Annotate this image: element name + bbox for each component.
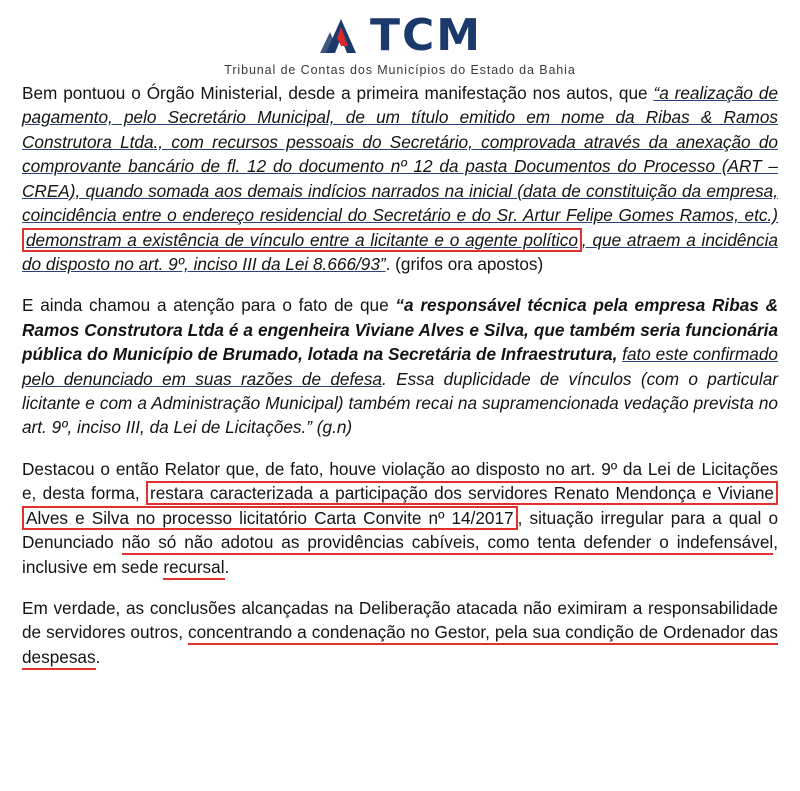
paragraph-3: [22, 457, 778, 579]
document-body: [22, 81, 778, 669]
paragraph-2: [22, 293, 778, 440]
paragraph-4: [22, 596, 778, 669]
p3-seg-2: , situação irregular para a qual o Denunciado: [22, 507, 779, 553]
p3-seg-5-underline: recursal: [163, 557, 224, 580]
p3-seg-4: , inclusive em sede: [22, 532, 778, 577]
logo-wordmark: TCM: [369, 10, 483, 61]
p3-seg-0: Destacou o então Relator que, de fato, houve violação ao disposto no art. 9º da Lei de Licitações e, desta forma,: [22, 458, 778, 504]
p1-seg-0: Bem pontuou o Órgão Ministerial, desde a primeira manifestação nos autos, que: [22, 83, 654, 103]
paragraph-1: [22, 81, 778, 276]
p2-seg-1: “a responsável técnica pela empresa Ribas & Ramos Construtora Ltda é a engenheira Viviane Alves e Silva, que também seria funcionária pública do Município de Brumado, lotada na Secretária de Infraestrutura,: [22, 295, 778, 365]
p3-seg-6: .: [224, 556, 230, 577]
p1-seg-1: “a realização de pagamento, pelo Secretário Municipal, de um título emitido em nome da Ribas & Ramos Construtora Ltda., com recursos pessoais do Secretário, comprovada através da anexação do comprovante bancário de fl. 12 do documento nº 12 da pasta Documentos do Processo (ART – CREA), quando somada aos demais indícios narrados na inicial (data de constituição da empresa, coincidência entre o endereço residencial do Secretário e do Sr. Artur Felipe Gomes Ramos, etc.): [22, 83, 779, 226]
logo-row: [22, 10, 778, 62]
tcm-mountain-logo-icon: [318, 16, 364, 56]
p2-seg-0: E ainda chamou a atenção para o fato de que: [22, 295, 396, 316]
document-header: [22, 10, 778, 77]
institution-subtitle: Tribunal de Contas dos Municípios do Estado da Bahia: [224, 63, 576, 77]
p2-seg-3: . Essa duplicidade de vínculos (com o particular licitante e com a Administração Municipal) também recai na supramencionada vedação prevista no art. 9º, inciso III, da Lei de Licitações.” (g.n): [22, 368, 778, 438]
p2-seg-2: fato este confirmado pelo denunciado em suas razões de defesa: [22, 344, 778, 389]
p4-seg-0: Em verdade, as conclusões alcançadas na Deliberação atacada não eximiram a responsabilidade de servidores outros,: [22, 598, 778, 643]
p4-seg-2: .: [95, 646, 101, 667]
p1-seg-2-highlight: demonstram a existência de vínculo entre a licitante e o agente político: [22, 228, 582, 252]
p1-seg-4: . (grifos ora apostos): [385, 253, 544, 274]
p3-seg-3-underline: não só não adotou as providências cabíveis, como tenta defender o indefensável: [122, 532, 774, 555]
p4-seg-1-underline: concentrando a condenação no Gestor, pela sua condição de Ordenador das despesas: [22, 622, 778, 669]
p1-seg-3: , que atraem a incidência do disposto no art. 9º, inciso III da Lei 8.666/93”: [22, 229, 778, 274]
p3-seg-1-highlight: restara caracterizada a participação dos servidores Renato Mendonça e Viviane Alves e Silva no processo licitatório Carta Convite nº 14/2017: [22, 481, 778, 529]
